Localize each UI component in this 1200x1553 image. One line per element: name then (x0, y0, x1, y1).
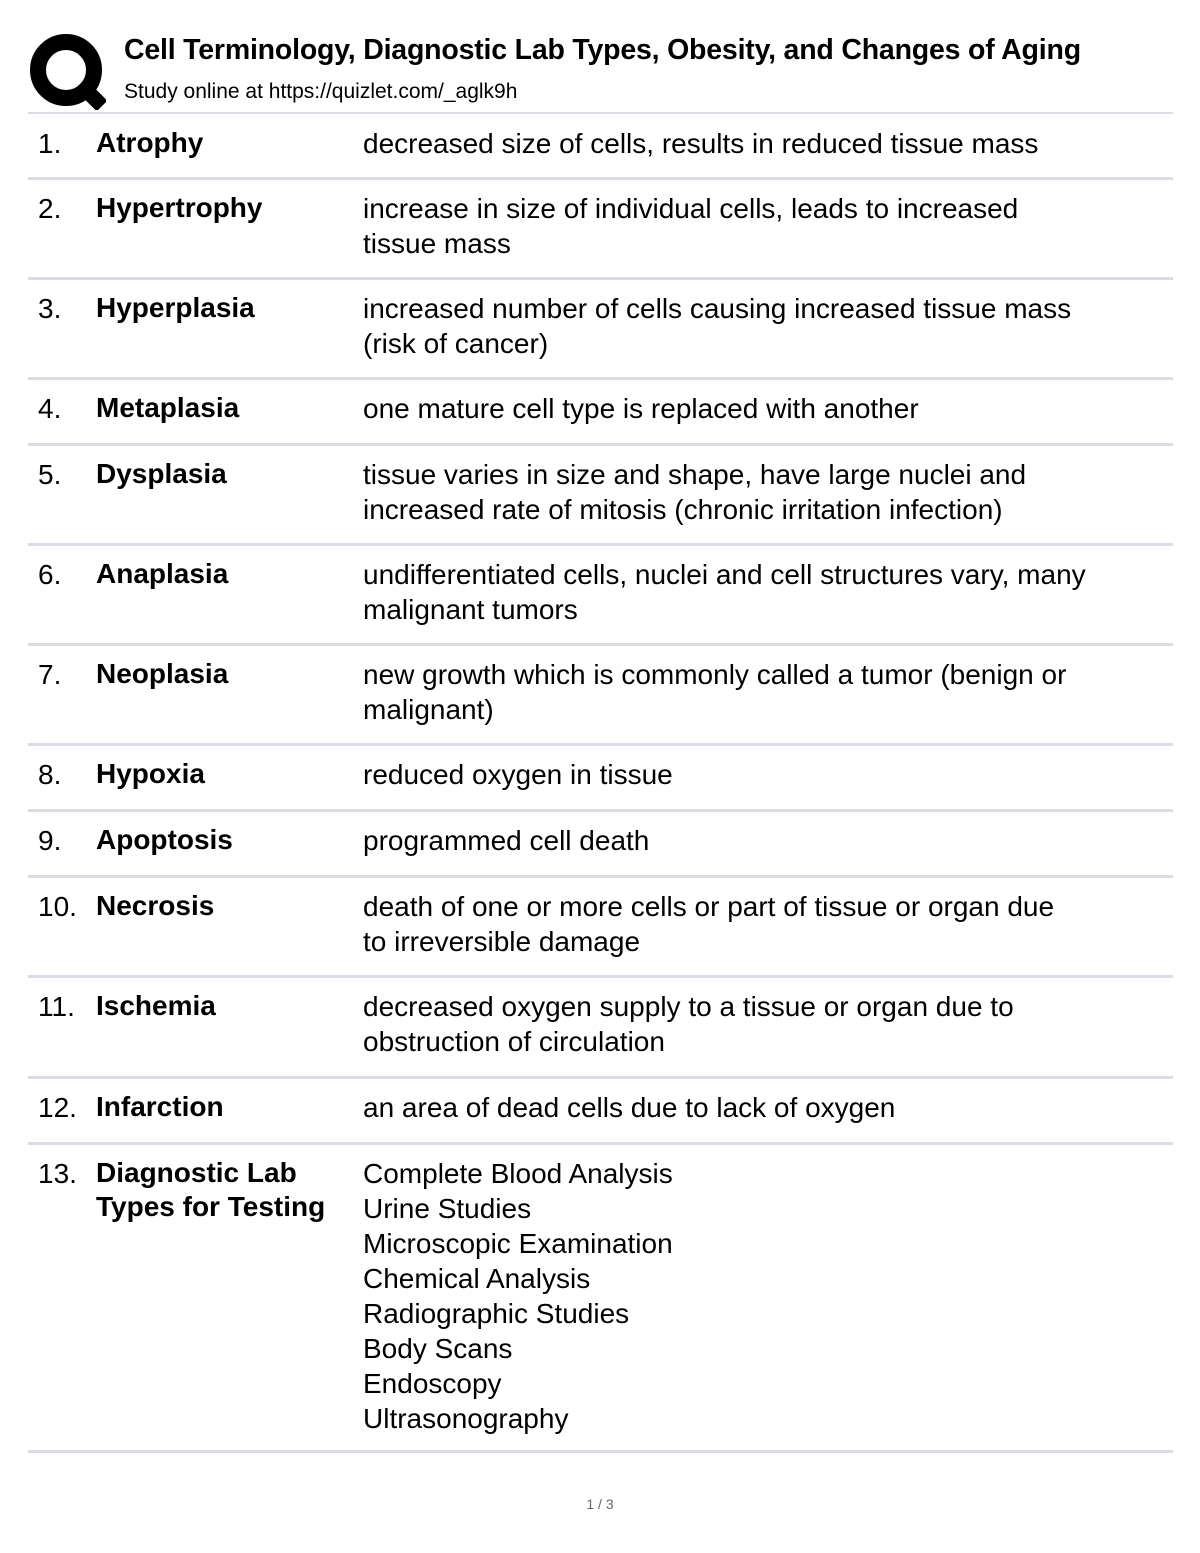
card-term (96, 1090, 358, 1124)
card-term (96, 889, 358, 923)
definition-line: Complete Blood Analysis (363, 1158, 673, 1189)
term-line: Hypoxia (96, 758, 205, 789)
card-number: 3. (38, 293, 62, 324)
row-divider (28, 543, 1173, 546)
row-divider (28, 1076, 1173, 1079)
card-number: 4. (38, 393, 62, 424)
row-divider (28, 875, 1173, 878)
card-number: 10. (38, 891, 77, 922)
card-number: 2. (38, 193, 62, 224)
term-line: Diagnostic Lab (96, 1157, 297, 1188)
card-definition (363, 557, 1168, 627)
card-term (96, 391, 358, 425)
row-divider (28, 1450, 1173, 1453)
card-term (96, 989, 358, 1023)
card-term (96, 457, 358, 491)
definition-line: undifferentiated cells, nuclei and cell structures vary, many (363, 559, 1086, 590)
row-divider (28, 743, 1173, 746)
card-term (96, 1156, 358, 1224)
row-divider (28, 1142, 1173, 1145)
card-definition (363, 989, 1168, 1059)
card-definition (363, 191, 1168, 261)
card-number: 1. (38, 128, 62, 159)
page-title: Cell Terminology, Diagnostic Lab Types, Obesity, and Changes of Aging (124, 34, 1081, 66)
definition-line: increased number of cells causing increased tissue mass (363, 293, 1072, 324)
definition-line: one mature cell type is replaced with another (363, 393, 919, 424)
term-line: Atrophy (96, 127, 204, 158)
definition-line: Urine Studies (363, 1193, 532, 1224)
definition-line: death of one or more cells or part of tissue or organ due (363, 891, 1055, 922)
definition-line: decreased size of cells, results in reduced tissue mass (363, 128, 1039, 159)
card-definition (363, 657, 1168, 727)
term-line: Hypertrophy (96, 192, 263, 223)
card-term (96, 191, 358, 225)
row-divider (28, 809, 1173, 812)
card-term (96, 291, 358, 325)
card-definition (363, 1090, 1168, 1125)
row-divider (28, 975, 1173, 978)
term-line: Anaplasia (96, 558, 229, 589)
document-header (28, 28, 1188, 112)
card-number: 5. (38, 459, 62, 490)
card-definition (363, 126, 1168, 161)
quizlet-logo-icon (28, 32, 106, 110)
definition-line: (risk of cancer) (363, 328, 549, 359)
term-line: Hyperplasia (96, 292, 255, 323)
definition-line: Body Scans (363, 1333, 513, 1364)
study-online-link[interactable]: Study online at https://quizlet.com/_aglk9h (124, 80, 518, 103)
term-line: Metaplasia (96, 392, 240, 423)
card-number: 12. (38, 1092, 77, 1123)
card-definition (363, 391, 1168, 426)
card-term (96, 823, 358, 857)
term-line: Apoptosis (96, 824, 233, 855)
card-definition (363, 1156, 1168, 1436)
card-term (96, 657, 358, 691)
row-divider (28, 377, 1173, 380)
definition-line: Radiographic Studies (363, 1298, 630, 1329)
card-number: 11. (38, 991, 75, 1022)
definition-line: decreased oxygen supply to a tissue or organ due to (363, 991, 1014, 1022)
card-term (96, 126, 358, 160)
definition-line: Ultrasonography (363, 1403, 569, 1434)
definition-line: new growth which is commonly called a tumor (benign or (363, 659, 1067, 690)
definition-line: reduced oxygen in tissue (363, 759, 673, 790)
page-indicator: 1 / 3 (586, 1496, 614, 1512)
term-line: Neoplasia (96, 658, 229, 689)
definition-line: malignant tumors (363, 594, 578, 625)
card-definition (363, 291, 1168, 361)
card-definition (363, 889, 1168, 959)
card-number: 6. (38, 559, 62, 590)
definition-line: obstruction of circulation (363, 1026, 665, 1057)
definition-line: Microscopic Examination (363, 1228, 673, 1259)
card-number: 8. (38, 759, 62, 790)
term-line: Types for Testing (96, 1191, 326, 1222)
header-divider (28, 112, 1173, 114)
card-definition (363, 457, 1168, 527)
definition-line: an area of dead cells due to lack of oxygen (363, 1092, 896, 1123)
row-divider (28, 443, 1173, 446)
definition-line: tissue mass (363, 228, 511, 259)
definition-line: malignant) (363, 694, 494, 725)
card-number: 7. (38, 659, 62, 690)
card-definition (363, 757, 1168, 792)
card-term (96, 557, 358, 591)
definition-line: increase in size of individual cells, leads to increased (363, 193, 1019, 224)
card-term (96, 757, 358, 791)
card-number: 9. (38, 825, 62, 856)
term-line: Ischemia (96, 990, 216, 1021)
row-divider (28, 277, 1173, 280)
definition-line: programmed cell death (363, 825, 650, 856)
term-line: Dysplasia (96, 458, 227, 489)
definition-line: increased rate of mitosis (chronic irritation infection) (363, 494, 1003, 525)
definition-line: Chemical Analysis (363, 1263, 591, 1294)
row-divider (28, 177, 1173, 180)
definition-line: tissue varies in size and shape, have large nuclei and (363, 459, 1027, 490)
definition-line: Endoscopy (363, 1368, 502, 1399)
row-divider (28, 643, 1173, 646)
definition-line: to irreversible damage (363, 926, 641, 957)
card-definition (363, 823, 1168, 858)
term-line: Necrosis (96, 890, 215, 921)
term-line: Infarction (96, 1091, 224, 1122)
card-number: 13. (38, 1158, 77, 1189)
